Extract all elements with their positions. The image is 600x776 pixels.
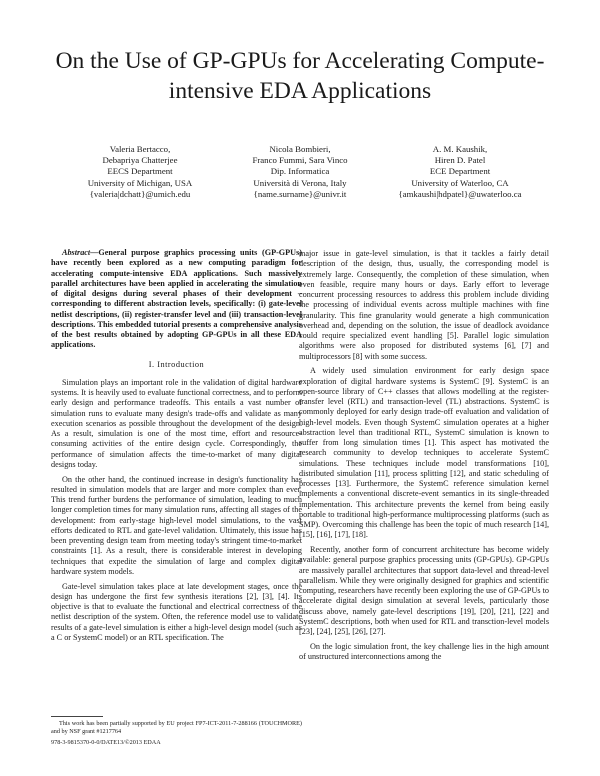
author-affiliation: University of Waterloo, CA — [411, 177, 509, 188]
author-names: Valeria Bertacco, — [109, 144, 171, 154]
paper-title: On the Use of GP-GPUs for Accelerating Compute-intensive EDA Applications — [55, 48, 545, 104]
abstract-label: Abstract— — [62, 248, 99, 257]
author-email: {amkaushi|hdpatel}@uwaterloo.ca — [398, 188, 522, 199]
copyright-line: 978-3-9815370-0-0/DATE13/©2013 EDAA — [51, 739, 161, 747]
footnotes — [51, 716, 302, 747]
right-column — [299, 249, 549, 667]
left-column — [51, 248, 302, 648]
author-department: EECS Department — [107, 166, 173, 177]
abstract — [51, 248, 302, 351]
body-paragraph: Gate-level simulation takes place at late development stages, once the design has undergone the first few synthesis iterations [2], [3], [4]. Its objective is that to evaluate the functional and electrical correctness of the netlist description of the system. Often, the reference model use to validate results of a gate-level simulation is either a high-level design model (such as a C or SystemC model) or an RTL specification. The — [51, 581, 302, 642]
author-group-michigan — [50, 144, 230, 200]
author-group-verona — [210, 144, 390, 200]
section-heading-introduction: I. Introduction — [148, 359, 205, 369]
body-paragraph: On the logic simulation front, the key challenge lies in the high amount of unstructured interconnections among the — [299, 641, 549, 661]
author-affiliation: University of Michigan, USA — [87, 177, 193, 188]
author-block — [50, 144, 550, 234]
author-department: ECE Department — [429, 166, 491, 177]
author-names: Franco Fummi, Sara Vinco — [252, 155, 348, 166]
body-paragraph: major issue in gate-level simulation, is that it tackles a fairly detail description of the design, thus, usually, the corresponding model is extremely large. Consequently, the completion of these simulation, when even feasible, require many hours or days. Early effort to leverage concurrent processing resources to address this problem include dividing the processing of individual events across multiple machines with fine granularity. This fine granularity would generate a high communication overhead and, depending on the solution, the issue of deadlock avoidance could require specialized event handling [5]. Parallel logic simulation algorithms were also proposed for distributed systems [6], [7] and multiprocessors [8] with some success. — [299, 249, 549, 361]
body-paragraph: A widely used simulation environment for early design space exploration of digital hardware systems is SystemC [9]. SystemC is an open-source library of C++ classes that allows modelling at the register-transfer level (RTL) and transaction-level (TL) abstractions. SystemC is commonly deployed for early design trade-off evaluation and validation of high-level models. Even though SystemC simulation operates at a higher abstraction level than traditional RTL, SystemC simulation is known to suffer from long simulation times [1]. This aspect has motivated the research community to develop techniques to accelerate SystemC simulations. These techniques include model transformations [10], distributed simulation [11], process splitting [12], and static scheduling of processes [13]. Furthermore, the SystemC reference simulation kernel implements a conventional discrete-event semantics in its single-threaded implementation. This architecture prevents the kernel from being easily portable to traditional high-performance multiprocessing platforms (such as SMP). Overcoming this challenge has been the topic of much research [14], [15], [16], [17], [18]. — [299, 366, 549, 540]
author-affiliation: Università di Verona, Italy — [253, 177, 347, 188]
abstract-text: General purpose graphics processing units (GP-GPUs) have recently been explored as a new computing paradigm for accelerating compute-intensive EDA applications. Such massively parallel architectures have been applied in accelerating the simulation of digital designs during several phases of their development – corresponding to different abstraction levels, specifically: (i) gate-level netlist descriptions, (ii) register-transfer level and (iii) transaction-level descriptions. This embedded tutorial presents a comprehensive analysis of the best results obtained by adopting GP-GPUs in all these EDA applications. — [51, 248, 302, 350]
author-email: {valeria|dchatt}@umich.edu — [89, 188, 191, 199]
author-names: A. M. Kaushik, — [432, 144, 488, 154]
author-names: Hiren D. Patel — [434, 155, 486, 166]
author-names: Debapriya Chatterjee — [102, 155, 178, 166]
author-email: {name.surname}@univr.it — [253, 188, 347, 199]
body-paragraph: On the other hand, the continued increase in design's functionality has resulted in simulation models that are larger and more complex than ever. This trend further burdens the performance of simulation, leading to much longer completion times for many simulation runs, affecting all stages of the development: from early-stage high-level model simulations, to the vast efforts dedicated to RTL and gate-level validation. Ultimately, this issue has been preventing design team from meeting today's stringent time-to-market constraints [1]. As a result, there is considerable interest in developing techniques that expedite the simulation of large and complex digital hardware system models. — [51, 474, 302, 576]
author-names: Nicola Bombieri, — [269, 144, 331, 154]
body-paragraph: Simulation plays an important role in the validation of digital hardware systems. It is heavily used to evaluate functional correctness, and to perform early design and performance tradeoffs. This entails a vast number of simulation runs to evaluate many design's trade-offs and validate as many execution scenarios as possible throughout the development of the design. As a result, simulation is one of the most time, effort and resource-consuming activities of the entire design cycle. Correspondingly, the performance of simulation affects the time-to-market of many digital designs today. — [51, 377, 302, 469]
footnote-rule — [51, 716, 103, 717]
funding-footnote: This work has been partially supported by EU project FP7-ICT-2011-7-288166 (TOUCHMORE) and by NSF grant #1217764 — [51, 720, 302, 735]
author-department: Dip. Informatica — [270, 166, 330, 177]
body-paragraph: Recently, another form of concurrent architecture has become widely available: general purpose graphics processing units (GP-GPUs). GP-GPUs are massively parallel architectures that support data-level and thread-level parallelism. While they were originally designed for graphics and scientific computing, researchers have recently been exploring the use of GP-GPUs to accelerate digital design simulation at several levels, particularly those discuss above, namely gate-level descriptions [19], [20], [21], [22] and SystemC descriptions, both when used for RTL and transction-level models [23], [24], [25], [26], [27]. — [299, 545, 549, 636]
author-group-waterloo — [370, 144, 550, 200]
